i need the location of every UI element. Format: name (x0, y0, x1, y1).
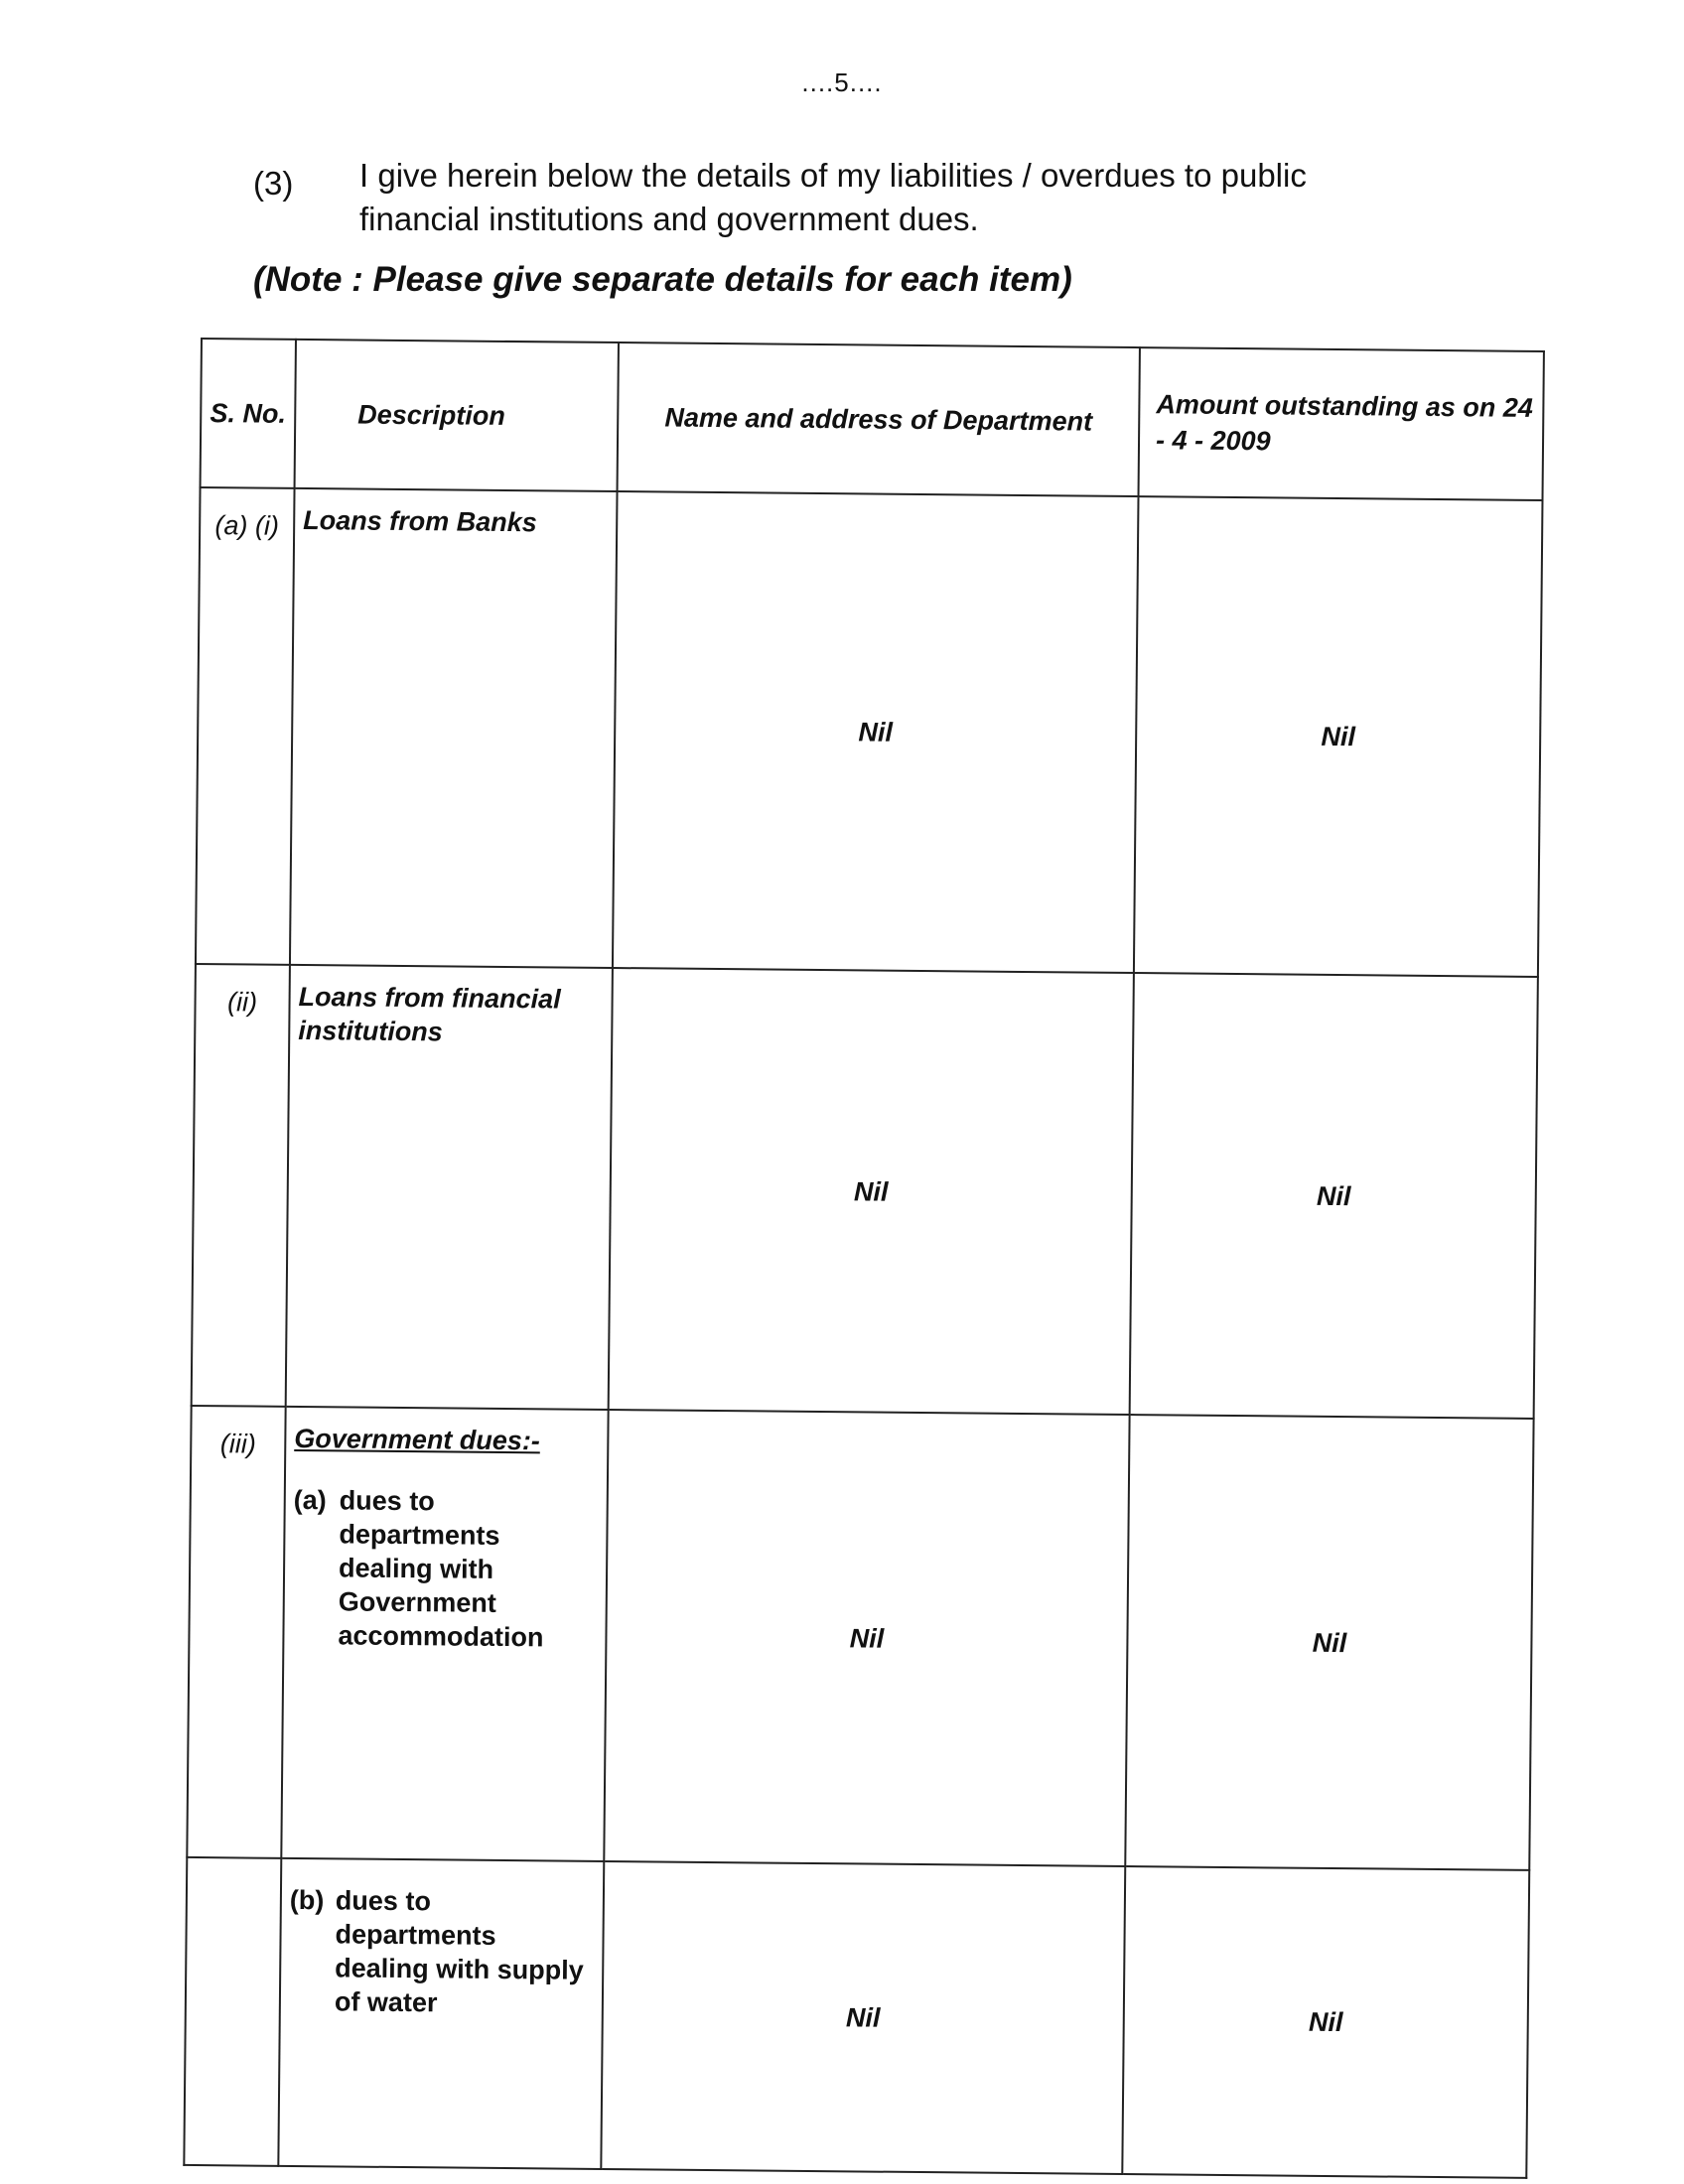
header-amount: Amount outstanding as on 24 - 4 - 2009 (1139, 347, 1544, 500)
row-amount: Nil (1134, 496, 1543, 977)
paragraph-text: I give herein below the details of my liabilities / overdues to public financial institutions and government dues. (359, 157, 1307, 237)
row-sno: (ii) (192, 964, 290, 1407)
row-sno (184, 1857, 281, 2166)
row-description (286, 965, 613, 1410)
table-header-row (201, 339, 1544, 500)
sub-item-text: dues to departments dealing with Government accommodation (338, 1485, 544, 1653)
row-description (281, 1407, 608, 1861)
row-amount: Nil (1130, 973, 1538, 1419)
sub-item-marker: (b) (289, 1884, 325, 1916)
description-text: Loans from financial institutions (298, 981, 561, 1047)
paragraph-number: (3) (253, 165, 294, 202)
header-description: Description (295, 340, 619, 491)
row-name-address: Nil (604, 1410, 1129, 1866)
row-name-address: Nil (601, 1861, 1125, 2174)
row-description (278, 1858, 604, 2169)
row-sno: (a) (i) (196, 487, 295, 965)
description-text: Loans from Banks (303, 505, 537, 538)
table-row (192, 964, 1538, 1419)
table-row (187, 1406, 1533, 1870)
row-amount: Nil (1125, 1415, 1533, 1870)
header-sno: S. No. (201, 339, 296, 488)
note-text: (Note : Please give separate details for each item) (253, 260, 1072, 299)
header-name-address: Name and address of Department (618, 342, 1140, 496)
sub-item (289, 1883, 597, 2021)
row-name-address: Nil (613, 491, 1139, 973)
liabilities-table (183, 338, 1545, 2179)
sub-item-text: dues to departments dealing with supply of water (334, 1885, 584, 2018)
page-number: ....5.... (801, 68, 883, 97)
table-row (184, 1857, 1529, 2178)
row-sno: (iii) (187, 1406, 285, 1858)
row-amount: Nil (1122, 1866, 1529, 2178)
government-dues-heading: Government dues:- (294, 1423, 541, 1456)
table-row (196, 487, 1543, 977)
sub-item-marker: (a) (293, 1484, 327, 1516)
row-name-address: Nil (609, 968, 1134, 1415)
row-description (290, 488, 618, 968)
sub-item (292, 1483, 601, 1655)
